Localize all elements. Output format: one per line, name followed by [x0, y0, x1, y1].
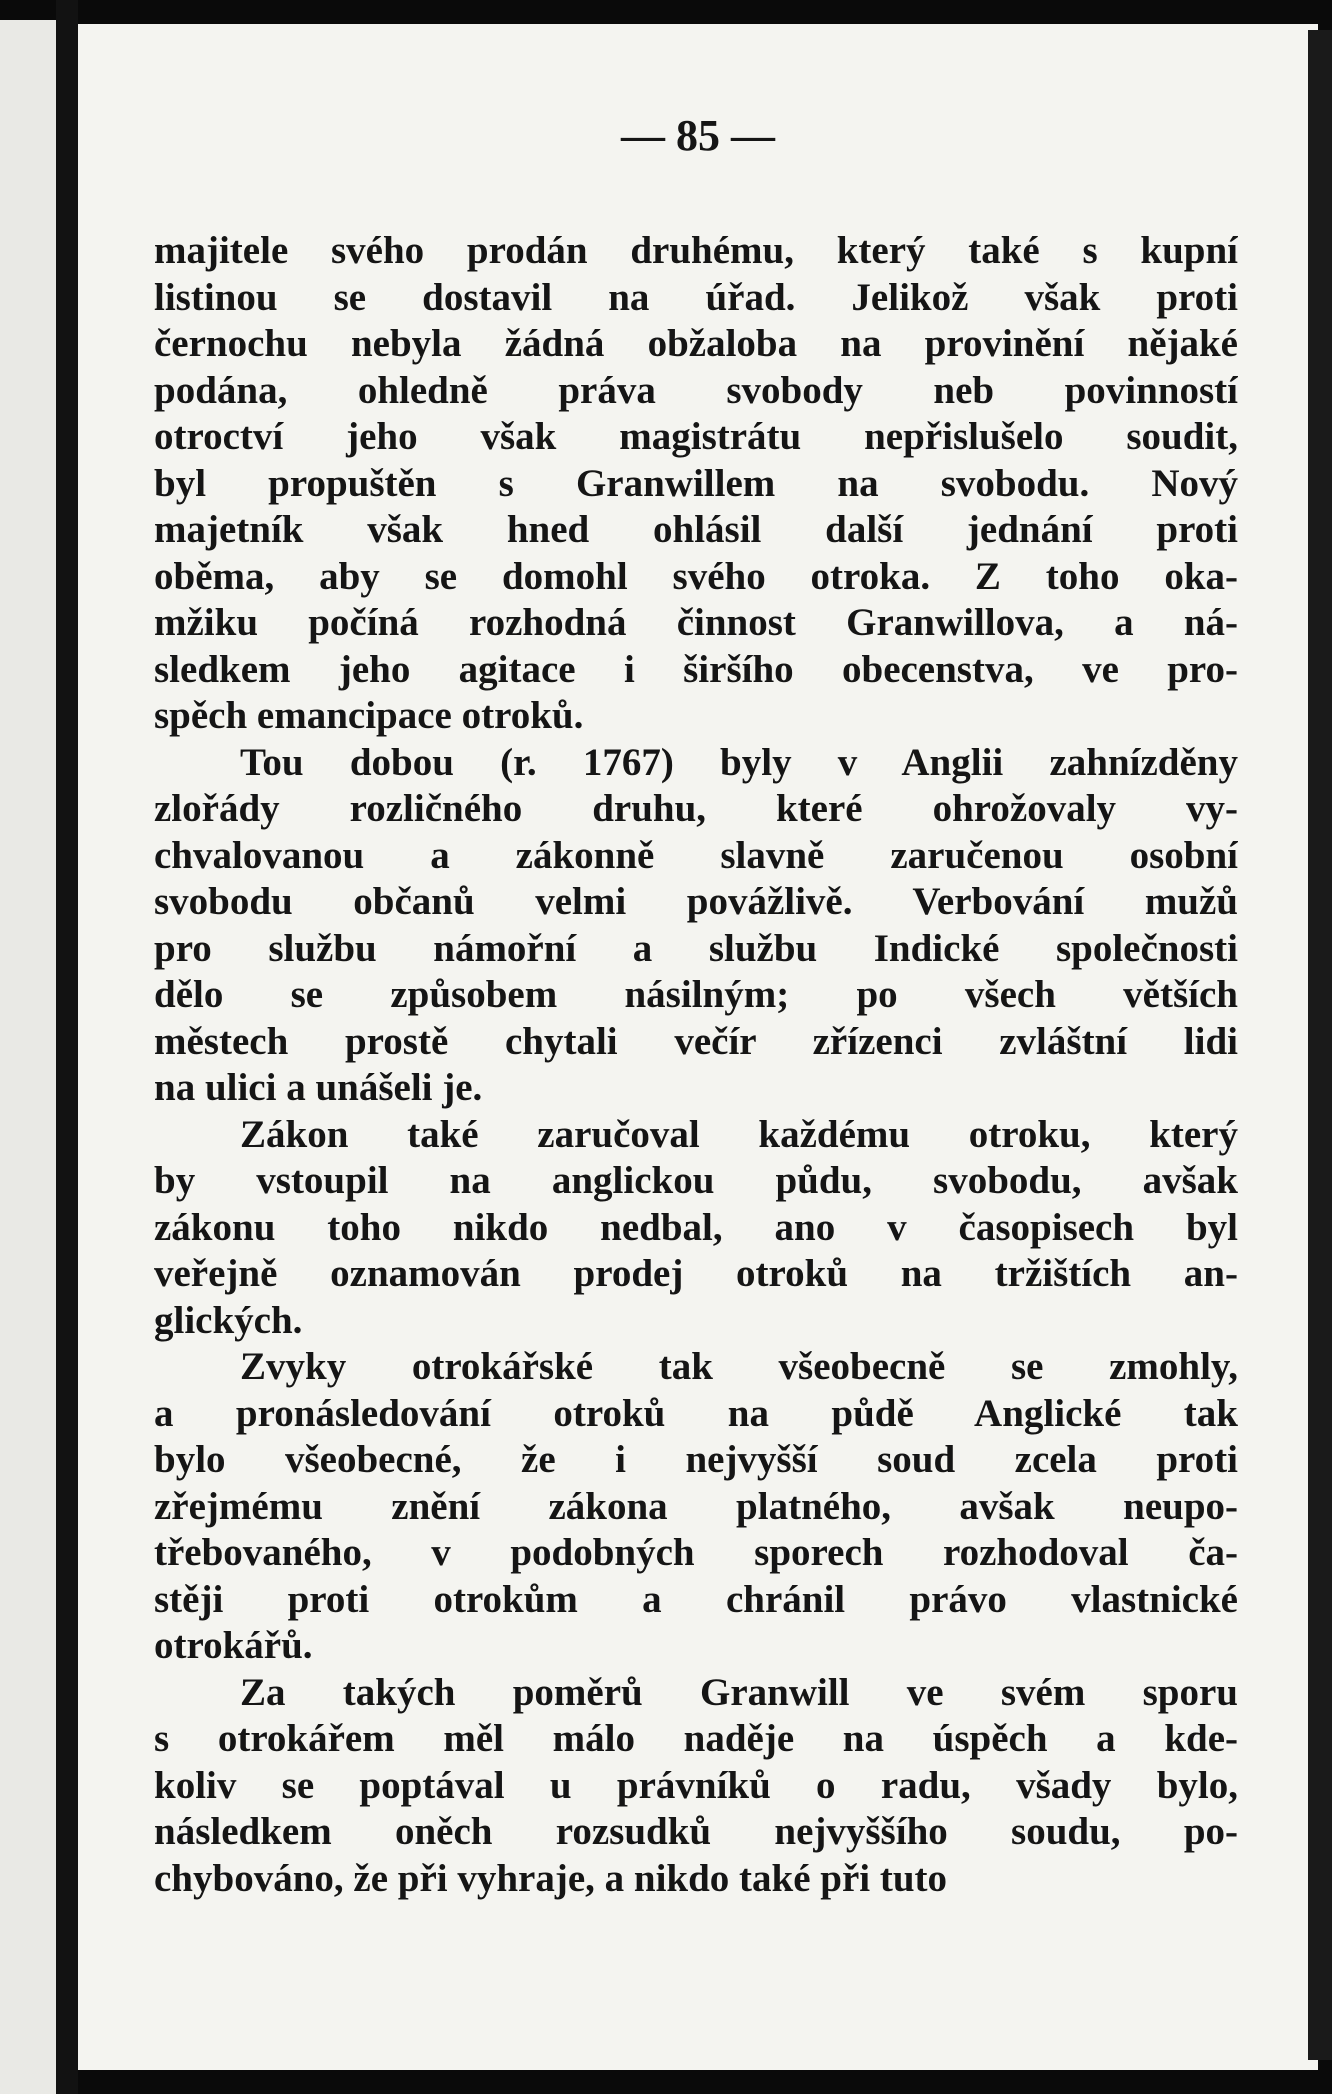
paragraph — [154, 740, 1238, 1112]
text-line: stěji proti otrokům a chránil právo vlastnické — [154, 1577, 1238, 1621]
text-line: majitele svého prodán druhému, který také s kupní — [154, 229, 1238, 272]
text-line: třebovaného, v podobných sporech rozhodoval ča- — [154, 1531, 1238, 1574]
text-line: by vstoupil na anglickou půdu, svobodu, avšak — [154, 1159, 1238, 1202]
text-line: zřejmému znění zákona platného, avšak neupo- — [154, 1484, 1238, 1528]
text-line: zlořády rozličného druhu, které ohrožovaly vy- — [154, 787, 1238, 830]
paragraph — [154, 1112, 1238, 1345]
text-line: listinou se dostavil na úřad. Jelikož však proti — [154, 275, 1238, 319]
text-line: mžiku počíná rozhodná činnost Granwillova, a ná- — [154, 601, 1238, 644]
text-line: a pronásledování otroků na půdě Anglické tak — [154, 1391, 1238, 1435]
text-line: sledkem jeho agitace i širšího obecenstva, ve pro- — [154, 647, 1238, 691]
text-line: chvalovanou a zákonně slavně zaručenou osobní — [154, 833, 1238, 877]
page-number: — 85 — — [621, 111, 775, 160]
text-line: oběma, aby se domohl svého otroka. Z toho oka- — [154, 554, 1238, 598]
text-line: na ulici a unášeli je. — [154, 1066, 483, 1109]
adjacent-page-edge — [0, 20, 56, 2094]
text-line: s otrokářem měl málo naděje na úspěch a kde- — [154, 1717, 1238, 1760]
text-line: podána, ohledně práva svobody neb povinností — [154, 368, 1238, 412]
text-line: otrokářů. — [154, 1624, 313, 1667]
text-line: majetník však hned ohlásil další jednání proti — [154, 508, 1238, 551]
text-line: dělo se způsobem násilným; po všech větších — [154, 973, 1238, 1016]
text-line: svobodu občanů velmi povážlivě. Verbování mužů — [154, 880, 1238, 923]
text-line: otroctví jeho však magistrátu nepřislušelo soudit, — [154, 415, 1238, 458]
text-line: chybováno, že při vyhraje, a nikdo také při tuto — [154, 1856, 948, 1900]
text-line: Zvyky otrokářské tak všeobecně se zmohly, — [240, 1345, 1238, 1388]
text-line: spěch emancipace otroků. — [154, 694, 584, 737]
text-line: městech prostě chytali večír zřízenci zvláštní lidi — [154, 1019, 1238, 1063]
text-line: Za takých poměrů Granwill ve svém sporu — [240, 1670, 1238, 1714]
book-gutter — [56, 0, 78, 2094]
body-text — [154, 228, 1238, 1902]
text-line: byl propuštěn s Granwillem na svobodu. Nový — [154, 461, 1238, 505]
paragraph — [154, 1344, 1238, 1670]
page-right-shadow — [1308, 30, 1332, 2060]
book-page — [78, 24, 1318, 2070]
text-line: černochu nebyla žádná obžaloba na provinění nějaké — [154, 322, 1238, 365]
text-line: veřejně oznamován prodej otroků na tržištích an- — [154, 1252, 1238, 1295]
text-line: Zákon také zaručoval každému otroku, který — [240, 1112, 1238, 1156]
text-line: Tou dobou (r. 1767) byly v Anglii zahnízděny — [240, 740, 1238, 784]
paragraph — [154, 228, 1238, 740]
text-line: pro službu námořní a službu Indické společnosti — [154, 926, 1238, 970]
text-line: koliv se poptával u právníků o radu, všady bylo, — [154, 1763, 1238, 1807]
text-line: bylo všeobecné, že i nejvyšší soud zcela proti — [154, 1438, 1238, 1481]
text-line: glických. — [154, 1298, 303, 1342]
text-line: zákonu toho nikdo nedbal, ano v časopisech byl — [154, 1205, 1238, 1249]
text-line: následkem oněch rozsudků nejvyššího soudu, po- — [154, 1810, 1238, 1853]
paragraph — [154, 1670, 1238, 1903]
